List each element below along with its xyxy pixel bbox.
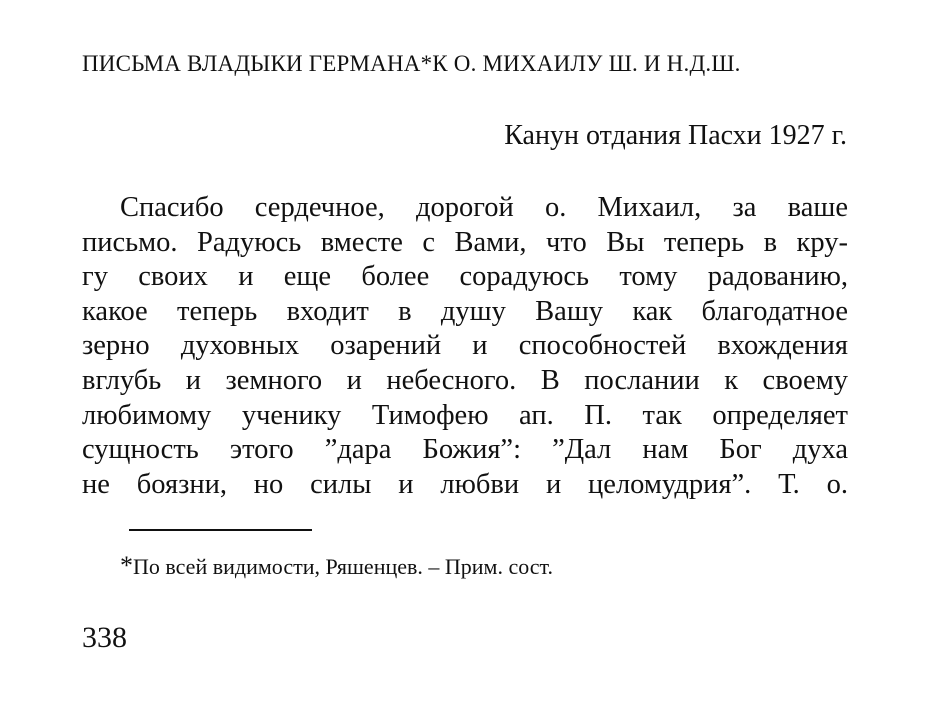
- letter-body: [82, 191, 848, 502]
- body-line: письмо. Радуюсь вместе с Вами, что Вы теперь в кру-: [82, 226, 848, 258]
- footnote-marker: *: [120, 551, 133, 580]
- body-line: Спасибо сердечное, дорогой о. Михаил, за ваше: [120, 192, 848, 223]
- body-line: любимому ученику Тимофею ап. П. так определяет: [82, 399, 848, 431]
- dateline: Канун отдания Пасхи 1927 г.: [504, 120, 847, 151]
- footnote: [120, 552, 553, 581]
- body-line: какое теперь входит в душу Вашу как благодатное: [82, 295, 848, 327]
- body-line: вглубь и земного и небесного. В послании к своему: [82, 364, 848, 396]
- footnote-separator: [129, 529, 312, 531]
- body-line: сущность этого ”дара Божия”: ”Дал нам Бог духа: [82, 434, 848, 466]
- footnote-text: По всей видимости, Ряшенцев. – Прим. сост.: [133, 554, 554, 579]
- body-line: зерно духовных озарений и способностей вхождения: [82, 330, 848, 362]
- body-line: гу своих и еще более сорадуюсь тому радованию,: [82, 261, 848, 293]
- body-line: не боязни, но силы и любви и целомудрия”. Т. о.: [82, 468, 848, 500]
- chapter-heading: ПИСЬМА ВЛАДЫКИ ГЕРМАНА*К О. МИХАИЛУ Ш. И Н.Д.Ш.: [82, 51, 741, 76]
- page-number: 338: [82, 621, 127, 654]
